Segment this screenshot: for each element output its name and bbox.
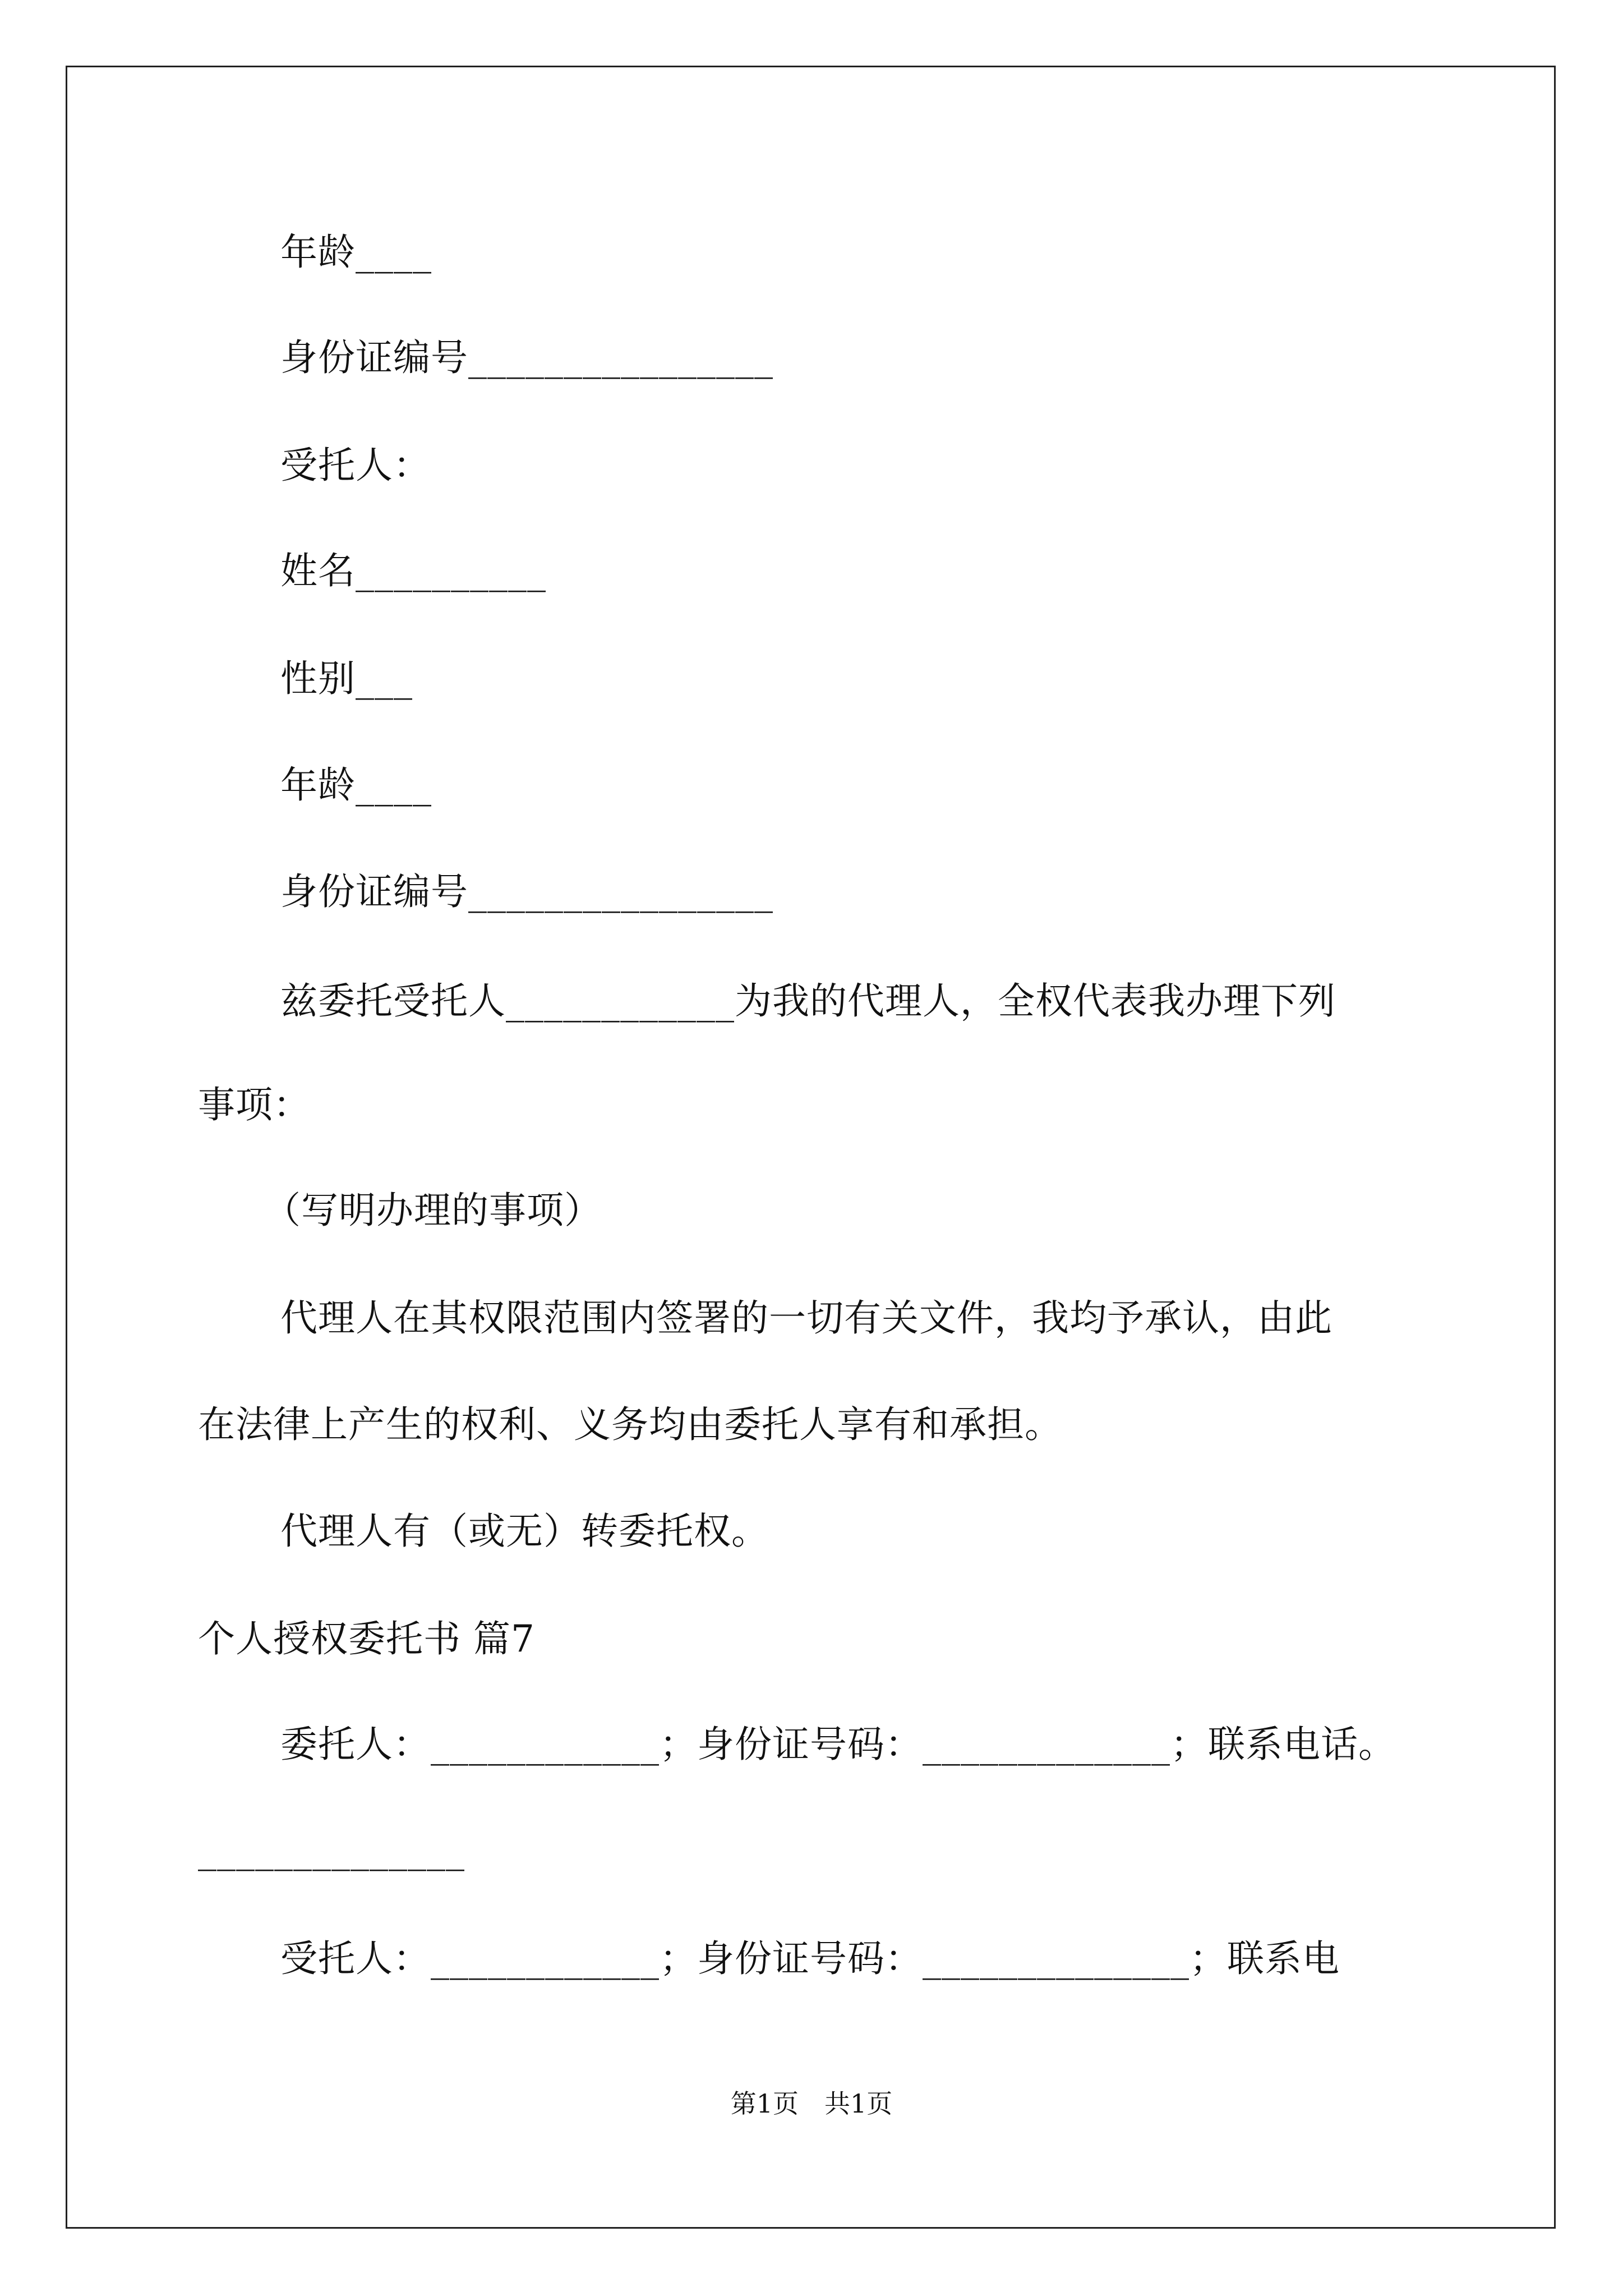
text-line: 代理人有（或无）转委托权。 [280, 1510, 769, 1553]
text-line: 年龄____ [280, 231, 432, 274]
text-line: 受托人：____________；身份证号码：______________；联系电 [280, 1937, 1340, 1980]
section-heading: 个人授权委托书 篇7 [198, 1617, 535, 1660]
text-line: 姓名__________ [280, 549, 546, 592]
page-footer: 第1页 共1页 [730, 2088, 893, 2119]
text-line: 事项： [198, 1083, 311, 1126]
text-line: 身份证编号________________ [280, 336, 773, 379]
text-line: 年龄____ [280, 763, 432, 807]
text-line: 在法律上产生的权利、义务均由委托人享有和承担。 [198, 1403, 1062, 1446]
text-line: 性别___ [280, 657, 413, 700]
text-line: 代理人在其权限范围内签署的一切有关文件，我均予承认，由此 [280, 1296, 1332, 1340]
text-line: （写明办理的事项） [264, 1189, 602, 1232]
text-line: ______________ [198, 1828, 465, 1871]
page-border [66, 66, 1556, 2229]
text-line: 委托人：____________；身份证号码：_____________；联系电话。 [280, 1723, 1396, 1766]
text-line: 身份证编号________________ [280, 870, 773, 913]
text-line: 受托人： [280, 444, 431, 487]
text-line: 兹委托受托人____________为我的代理人，全权代表我办理下列 [280, 979, 1336, 1023]
